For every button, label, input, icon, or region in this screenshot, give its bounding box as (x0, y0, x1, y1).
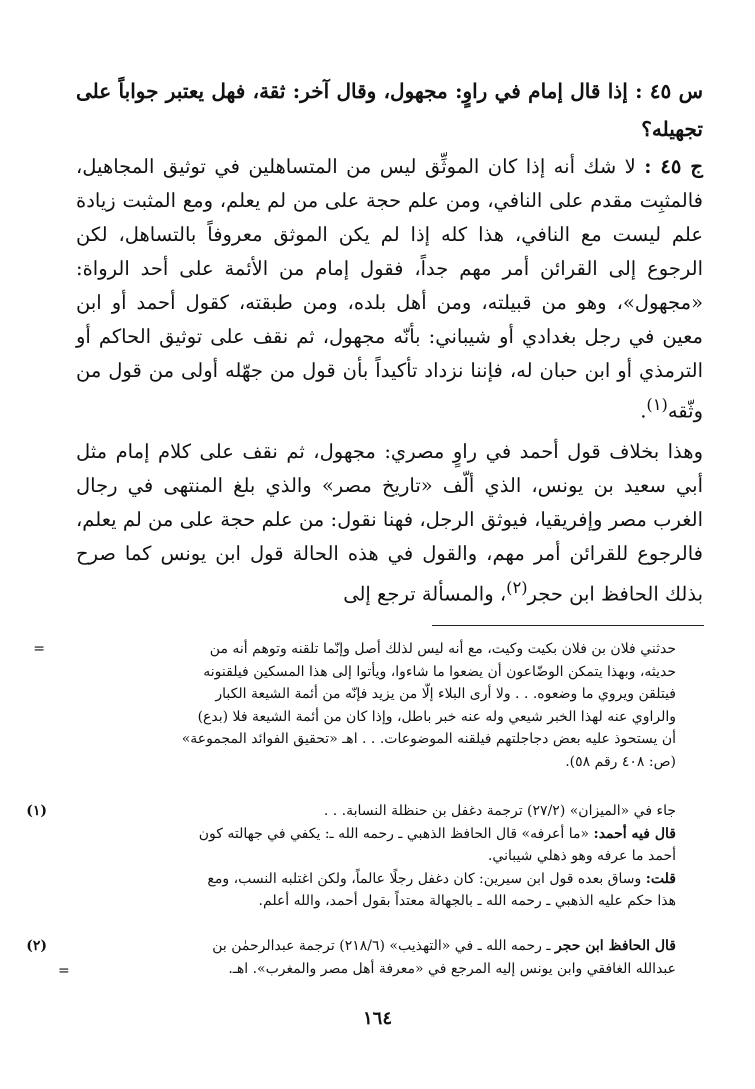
answer-end: . (640, 399, 647, 423)
main-paragraph-2-text: وهذا بخلاف قول أحمد في راوٍ مصري: مجهول، ثم نقف على كلام إمام مثل أبي سعيد بن يونس، الذي ألّف «تاريخ مصر» والذي بلغ المنتهى في رجال الغرب مصر وإفريقيا، فيوثق الرجل، فهنا نقول: من علم حجة على من لم يعلم، فالرجوع للقرائن أمر مهم، والقول في هذه الحالة قول ابن يونس كما صرح بذلك الحافظ ابن حجر (76, 440, 703, 606)
footnote-line: حدثني فلان بن فلان بكيت وكيت، مع أنه ليس لذلك أصل وإنّما تلقنه وتوهم أنه من (209, 641, 676, 657)
question-text: إذا قال إمام في راوٍ: مجهول، وقال آخر: ثقة، فهل يعتبر جواباً على تجهيله؟ (76, 79, 703, 141)
answer-paragraph (76, 150, 703, 429)
footnote-line: حديثه، وبهذا يتمكن الوضّاعون أن يضعوا ما شاءوا، ويأتوا إلى هذا المسكين فيلقنونه (203, 663, 676, 680)
footnote-line (76, 823, 676, 846)
answer-text: لا شك أنه إذا كان الموثِّق ليس من المتساهلين في توثيق المجاهيل، فالمثبِت مقدم على النافي، ومن علم حجة على من لم يعلم، ومع المثبت زيادة علم ليست مع النافي، هذا كله إذا لم يكن الموثق معروفاً بالتساهل، لكن الرجوع إلى القرائن أمر مهم جداً، فقول إمام من الأئمة على أحد الرواة: «مجهول»، وهو من قبيلته، ومن أهل بلده، ومن طبقته، كقول أحمد أو ابن معين في رجل بغدادي أو شيباني: بأنّه مجهول، ثم نقف على توثيق الحاكم أو الترمذي أو ابن حبان له، فإننا نزداد تأكيداً بأن قول من جهّله أولى من قول من وثّقه (76, 155, 703, 423)
footnote-line: والراوي عنه لهذا الخبر شيعي وله عنه خبر باطل، وإذا كان من أئمة الشيعة فلا (بدع) (197, 708, 676, 725)
footnote-number-1: (١) (26, 803, 47, 819)
page-number: ١٦٤ (362, 1008, 392, 1029)
footnote-ref-1: (١) (646, 395, 668, 414)
footnote-bold-label: قلت: (645, 870, 676, 887)
answer-label: ج ٤٥ : (644, 155, 703, 178)
question-paragraph (76, 72, 703, 148)
footnote-2 (76, 935, 676, 980)
continuation-mark: = (33, 641, 45, 657)
footnote-ref-2: (٢) (506, 578, 528, 597)
footnote-line: أحمد ما عرفه وهو ذهلي شيباني. (487, 848, 676, 864)
continuation-mark-end: = (58, 963, 70, 979)
footnote-text: وساق بعده قول ابن سيرين: كان دغفل رجلًا عالماً، ولكن اغتلبه النسب، ومع (207, 870, 642, 887)
footnote-text: «ما أعرفه» قال الحافظ الذهبي ـ رحمه الله ـ: يكفي في جهالته كون (198, 825, 590, 842)
footnote-line (76, 935, 676, 958)
footnote-1 (76, 800, 676, 913)
footnote-number-2: (٢) (26, 938, 47, 954)
footnote-line: هذا حكم عليه الذهبي ـ رحمه الله ـ بالجهالة معتداً بقول أحمد، والله أعلم. (258, 893, 676, 909)
question-label: س ٤٥ : (635, 79, 703, 103)
footnote-text: ـ رحمه الله ـ في «التهذيب» (٢١٨/٦) ترجمة عبدالرحمٰن بن (212, 938, 551, 954)
footnote-continuation (76, 638, 676, 773)
footnote-bold-label: قال فيه أحمد: (593, 825, 676, 842)
footnote-line: أن يستحوذ عليه بعض دجاجلتهم فيلقنه الموضوعات. . . اهـ «تحقيق الفوائد المجموعة» (181, 731, 676, 747)
footnote-line (76, 868, 676, 891)
footnote-line: فيتلقن ويروي ما وضعوه. . . ولا أرى البلاء إلّا من يزيد فإنّه من أئمة الشيعة الكبار (215, 686, 676, 702)
footnote-bold-label: قال الحافظ ابن حجر (554, 938, 676, 954)
footnote-line: (ص: ٤٠٨ رقم ٥٨). (565, 753, 676, 770)
footnote-line: عبدالله الغافقي وابن يونس إليه المرجع في «معرفة أهل مصر والمغرب». اهـ. (228, 960, 676, 977)
main-paragraph-2 (76, 435, 703, 612)
footnote-divider (432, 625, 704, 626)
footnote-line: جاء في «الميزان» (٢٧/٢) ترجمة دغفل بن حنظلة النسابة. . . (323, 803, 676, 819)
main-paragraph-2-tail: ، والمسألة ترجع إلى (343, 582, 507, 606)
